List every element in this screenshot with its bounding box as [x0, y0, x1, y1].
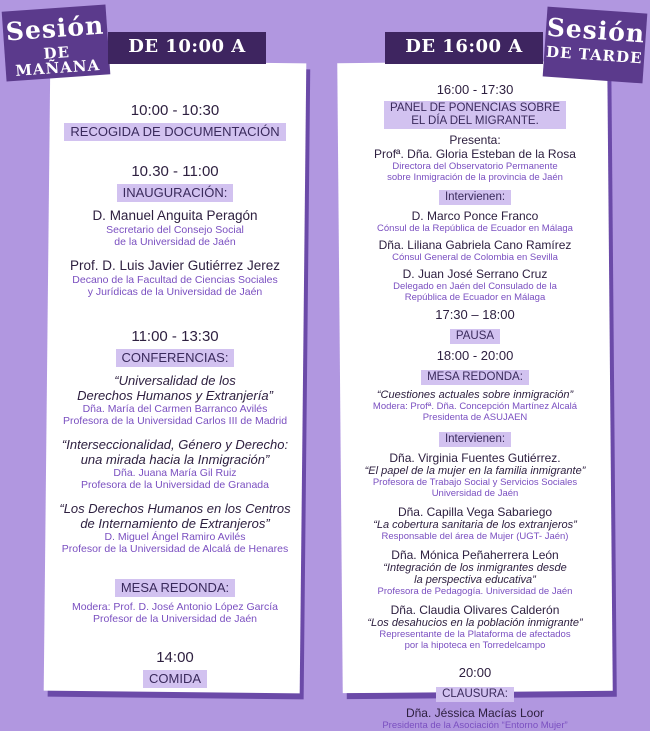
- talk-title: “Cuestiones actuales sobre inmigración”: [376, 389, 574, 401]
- speaker-role: Profesor de la Universidad de Alcalá de Henares: [61, 543, 289, 555]
- badge-subtitle: DE MAÑANA: [14, 43, 101, 80]
- session-time: 10.30 - 11:00: [131, 163, 219, 180]
- speaker-name: D. Marco Ponce Franco: [411, 209, 539, 223]
- morning-program: [47, 62, 303, 688]
- moderator-role: Presidenta de ASUJAEN: [422, 412, 528, 423]
- session-tag: Intervienen:: [439, 432, 511, 447]
- speaker-name: D. Juan José Serrano Cruz: [402, 267, 548, 281]
- presenter-label: Presenta:: [449, 133, 501, 147]
- session-time: 16:00 - 17:30: [436, 82, 514, 97]
- talk-title: “Universalidad de los: [114, 373, 236, 388]
- speaker-role: por la hipoteca en Torredelcampo: [404, 640, 546, 651]
- session-tag: INAUGURACIÓN:: [117, 184, 234, 202]
- afternoon-program: [340, 62, 610, 731]
- speaker-role: y Jurídicas de la Universidad de Jaén: [87, 286, 263, 298]
- morning-time-banner: DE 10:00 A 14:00: [108, 32, 266, 64]
- session-tag-line: EL DÍA DEL MIGRANTE.: [411, 115, 539, 127]
- speaker-role: de la Universidad de Jaén: [114, 236, 236, 248]
- speaker-role: Directora del Observatorio Permanente: [392, 161, 558, 172]
- speaker-name: Dña. María del Carmen Barranco Avilés: [82, 403, 268, 415]
- badge-subtitle: DE TARDE: [545, 42, 644, 68]
- speaker-name: Dña. Liliana Gabriela Cano Ramírez: [378, 238, 572, 252]
- talk-title: “Los Derechos Humanos en los Centros: [59, 501, 291, 516]
- moderator: Modera: Prof. D. José Antonio López García: [71, 601, 279, 613]
- session-tag: Intervienen:: [439, 190, 511, 205]
- speaker-role: Profesora de la Universidad de Granada: [81, 479, 269, 491]
- talk-title: “La cobertura sanitaria de los extranjeros”: [373, 519, 577, 531]
- talk-title: de Internamiento de Extranjeros”: [80, 516, 270, 531]
- session-tag: CONFERENCIAS:: [116, 349, 235, 367]
- speaker-role: sobre Inmigración de la provincia de Jaén: [387, 172, 563, 183]
- speaker-name: Dña. Virginia Fuentes Gutiérrez.: [389, 451, 561, 465]
- talk-title: “Los desahucios en la población inmigrante”: [367, 617, 583, 629]
- talk-title: Derechos Humanos y Extranjería”: [77, 388, 273, 403]
- session-tag: PAUSA: [450, 329, 500, 344]
- session-tag: CLAUSURA:: [436, 687, 514, 702]
- speaker-role: Representante de la Plataforma de afectados: [379, 629, 571, 640]
- afternoon-time-banner: DE 16:00 A 20:00: [385, 32, 543, 64]
- speaker-role: Presidenta de la Asociación “Entorno Mujer”: [382, 720, 568, 731]
- moderator: Modera: Profª. Dña. Concepción Martínez Alcalá: [372, 401, 578, 412]
- session-tag: COMIDA: [143, 670, 207, 688]
- speaker-role: Profesora de la Universidad Carlos III de Madrid: [62, 415, 288, 427]
- session-tag: RECOGIDA DE DOCUMENTACIÓN: [64, 123, 285, 141]
- session-tag: MESA REDONDA:: [115, 579, 235, 597]
- speaker-role: Decano de la Facultad de Ciencias Sociales: [72, 274, 278, 286]
- moderator-role: Profesor de la Universidad de Jaén: [92, 613, 257, 625]
- session-tag: MESA REDONDA:: [421, 370, 529, 385]
- speaker-name: Dña. Juana María Gil Ruiz: [113, 467, 237, 479]
- session-tag: [384, 101, 566, 129]
- speaker-role: Cónsul General de Colombia en Sevilla: [392, 252, 558, 263]
- talk-title: una mirada hacia la Inmigración”: [80, 452, 270, 467]
- speaker-name: Profª. Dña. Gloria Esteban de la Rosa: [374, 147, 576, 161]
- speaker-role: Profesora de Pedagogía. Universidad de Jaén: [377, 586, 573, 597]
- speaker-name: Dña. Mónica Peñaherrera León: [391, 548, 559, 562]
- speaker-role: Profesora de Trabajo Social y Servicios Sociales: [372, 477, 578, 488]
- speaker-name: Prof. D. Luis Javier Gutiérrez Jerez: [69, 258, 281, 273]
- talk-title: “Interseccionalidad, Género y Derecho:: [61, 437, 289, 452]
- talk-title: “Integración de los inmigrantes desde: [383, 562, 567, 574]
- session-time: 11:00 - 13:30: [131, 328, 219, 345]
- badge-title: Sesión: [4, 10, 106, 47]
- speaker-role: Delegado en Jaén del Consulado de la: [393, 281, 557, 292]
- session-time: 14:00: [156, 649, 194, 666]
- session-tag-line: PANEL DE PONENCIAS SOBRE: [390, 102, 560, 114]
- speaker-role: Universidad de Jaén: [431, 488, 519, 499]
- speaker-name: Dña. Claudia Olivares Calderón: [390, 603, 560, 617]
- speaker-role: República de Ecuador en Málaga: [404, 292, 546, 303]
- talk-title: “El papel de la mujer en la familia inmigrante”: [364, 465, 586, 477]
- speaker-name: D. Manuel Anguita Peragón: [92, 208, 258, 223]
- badge-title: Sesión: [545, 12, 647, 49]
- speaker-role: Cónsul de la República de Ecuador en Málaga: [377, 223, 573, 234]
- speaker-name: Dña. Capilla Vega Sabariego: [397, 505, 553, 519]
- speaker-role: Secretario del Consejo Social: [106, 224, 244, 236]
- speaker-name: Dña. Jéssica Macías Loor: [405, 706, 545, 720]
- speaker-name: D. Miguel Ángel Ramiro Avilés: [104, 531, 246, 543]
- session-time: 10:00 - 10:30: [130, 102, 220, 119]
- session-time: 18:00 - 20:00: [436, 348, 514, 363]
- session-time: 20:00: [458, 665, 492, 680]
- talk-title: la perspectiva educativa”: [414, 574, 536, 586]
- speaker-role: Responsable del área de Mujer (UGT- Jaén): [381, 531, 569, 542]
- session-time: 17:30 – 18:00: [435, 307, 515, 322]
